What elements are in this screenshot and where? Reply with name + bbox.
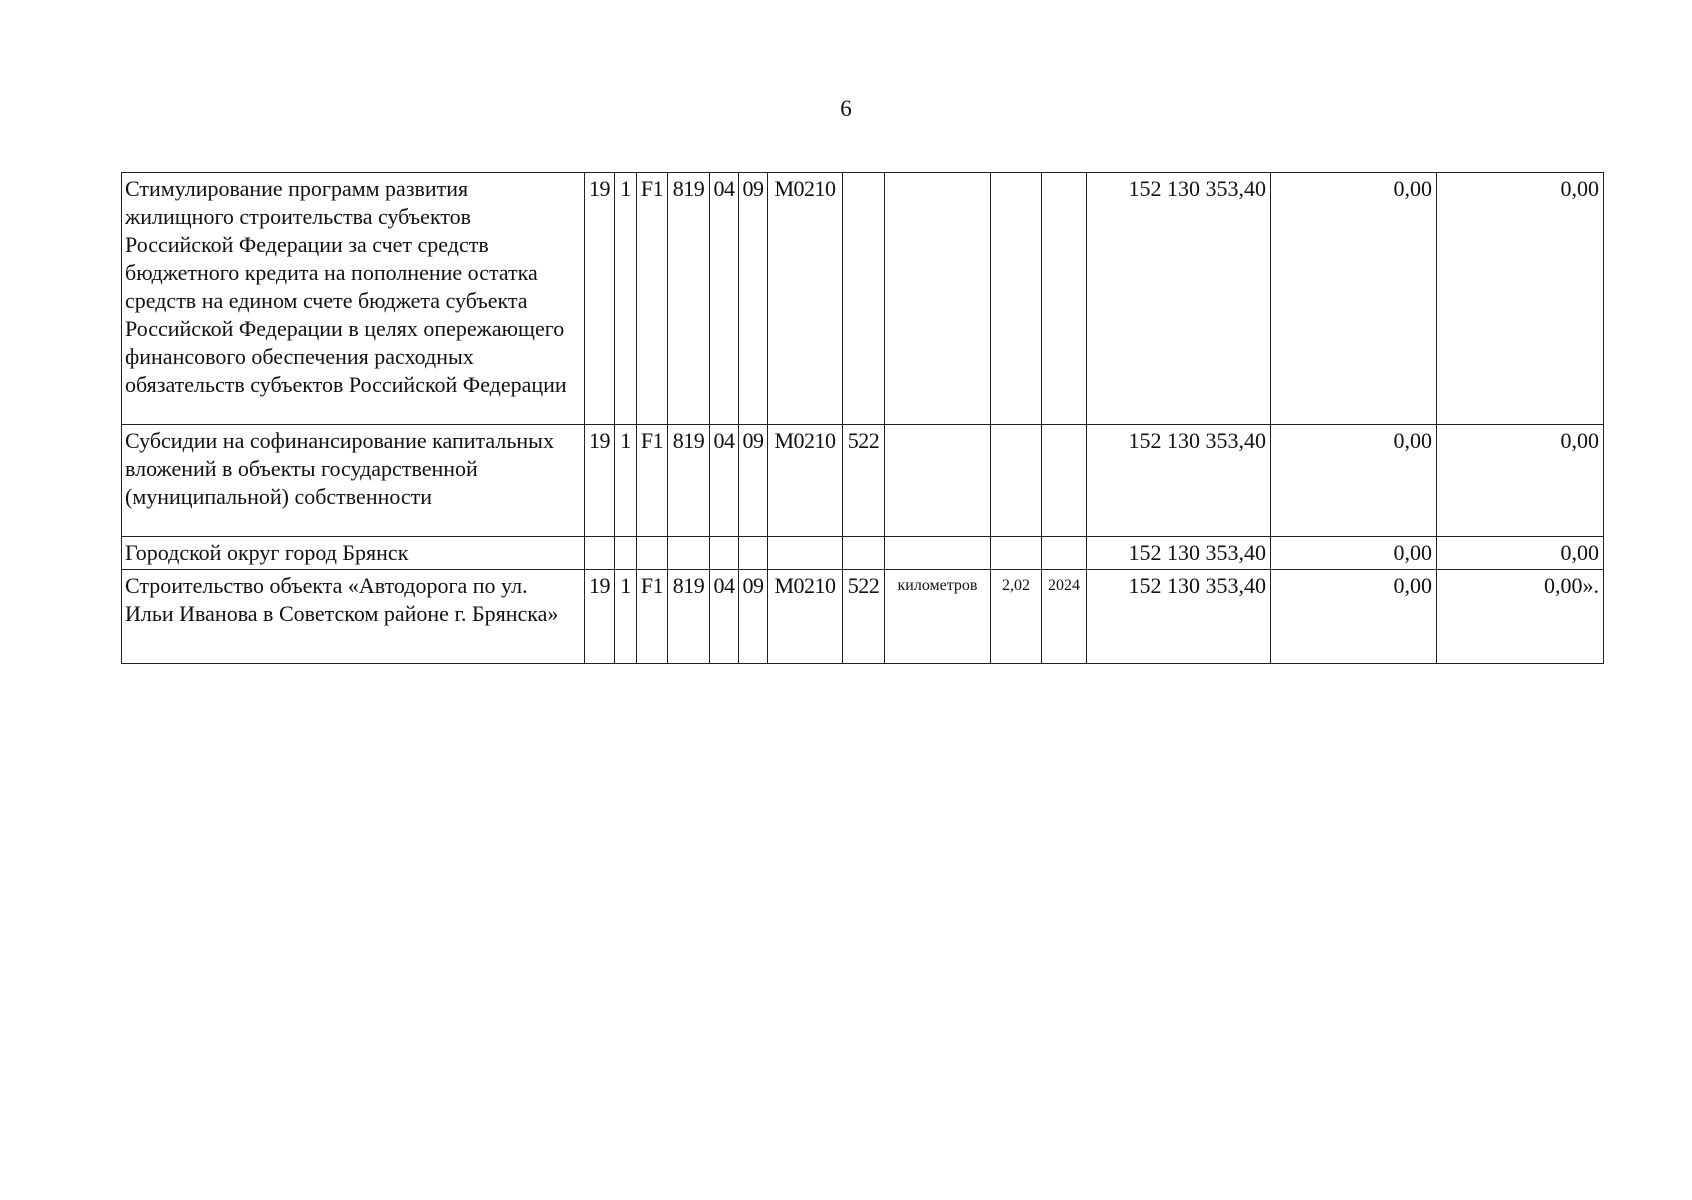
quantity-cell bbox=[991, 173, 1042, 425]
code-cell: 19 bbox=[585, 570, 615, 664]
amount-cell: 0,00». bbox=[1437, 570, 1604, 664]
code-cell: 1 bbox=[615, 173, 637, 425]
unit-cell bbox=[885, 425, 991, 537]
code-cell: 19 bbox=[585, 173, 615, 425]
code-cell bbox=[739, 537, 768, 570]
unit-cell bbox=[885, 173, 991, 425]
code-cell: 09 bbox=[739, 570, 768, 664]
row-name: Стимулирование программ развития жилищного строительства субъектов Российской Федерации за счет средств бюджетного кредита на пополнение остатка средств на едином счете бюджета субъекта Российской Федерации в целях опережающего финансового обеспечения расходных обязательств субъектов Российской Федерации bbox=[122, 173, 585, 425]
table-row bbox=[122, 173, 1604, 425]
year-cell bbox=[1042, 537, 1087, 570]
code-cell: 09 bbox=[739, 425, 768, 537]
row-name: Городской округ город Брянск bbox=[122, 537, 585, 570]
quantity-cell bbox=[991, 537, 1042, 570]
code-cell: М0210 bbox=[768, 570, 843, 664]
code-cell: 819 bbox=[668, 570, 710, 664]
amount-cell: 0,00 bbox=[1437, 425, 1604, 537]
budget-table bbox=[121, 172, 1604, 664]
amount-cell: 0,00 bbox=[1271, 570, 1437, 664]
code-cell: 1 bbox=[615, 570, 637, 664]
code-cell: 819 bbox=[668, 173, 710, 425]
code-cell bbox=[668, 537, 710, 570]
code-cell: 19 bbox=[585, 425, 615, 537]
row-name: Строительство объекта «Автодорога по ул. Ильи Иванова в Советском районе г. Брянска» bbox=[122, 570, 585, 664]
code-cell: 1 bbox=[615, 425, 637, 537]
amount-cell: 152 130 353,40 bbox=[1087, 425, 1271, 537]
code-cell: F1 bbox=[637, 425, 668, 537]
code-cell: 522 bbox=[843, 425, 885, 537]
quantity-cell: 2,02 bbox=[991, 570, 1042, 664]
unit-cell: километров bbox=[885, 570, 991, 664]
code-cell bbox=[843, 537, 885, 570]
code-cell: 09 bbox=[739, 173, 768, 425]
amount-cell: 152 130 353,40 bbox=[1087, 173, 1271, 425]
code-cell: 522 bbox=[843, 570, 885, 664]
code-cell: F1 bbox=[637, 570, 668, 664]
table-row bbox=[122, 570, 1604, 664]
code-cell bbox=[768, 537, 843, 570]
code-cell bbox=[585, 537, 615, 570]
amount-cell: 0,00 bbox=[1271, 537, 1437, 570]
unit-cell bbox=[885, 537, 991, 570]
code-cell: 819 bbox=[668, 425, 710, 537]
code-cell: М0210 bbox=[768, 173, 843, 425]
table-row bbox=[122, 537, 1604, 570]
row-name: Субсидии на софинансирование капитальных вложений в объекты государственной (муниципальной) собственности bbox=[122, 425, 585, 537]
code-cell: М0210 bbox=[768, 425, 843, 537]
code-cell: 04 bbox=[710, 425, 739, 537]
year-cell: 2024 bbox=[1042, 570, 1087, 664]
code-cell bbox=[843, 173, 885, 425]
code-cell bbox=[710, 537, 739, 570]
amount-cell: 0,00 bbox=[1437, 537, 1604, 570]
year-cell bbox=[1042, 425, 1087, 537]
amount-cell: 0,00 bbox=[1437, 173, 1604, 425]
quantity-cell bbox=[991, 425, 1042, 537]
amount-cell: 152 130 353,40 bbox=[1087, 537, 1271, 570]
code-cell: 04 bbox=[710, 173, 739, 425]
code-cell bbox=[615, 537, 637, 570]
code-cell: F1 bbox=[637, 173, 668, 425]
amount-cell: 0,00 bbox=[1271, 425, 1437, 537]
page-number: 6 bbox=[840, 96, 852, 121]
table-row bbox=[122, 425, 1604, 537]
amount-cell: 0,00 bbox=[1271, 173, 1437, 425]
amount-cell: 152 130 353,40 bbox=[1087, 570, 1271, 664]
year-cell bbox=[1042, 173, 1087, 425]
code-cell: 04 bbox=[710, 570, 739, 664]
code-cell bbox=[637, 537, 668, 570]
